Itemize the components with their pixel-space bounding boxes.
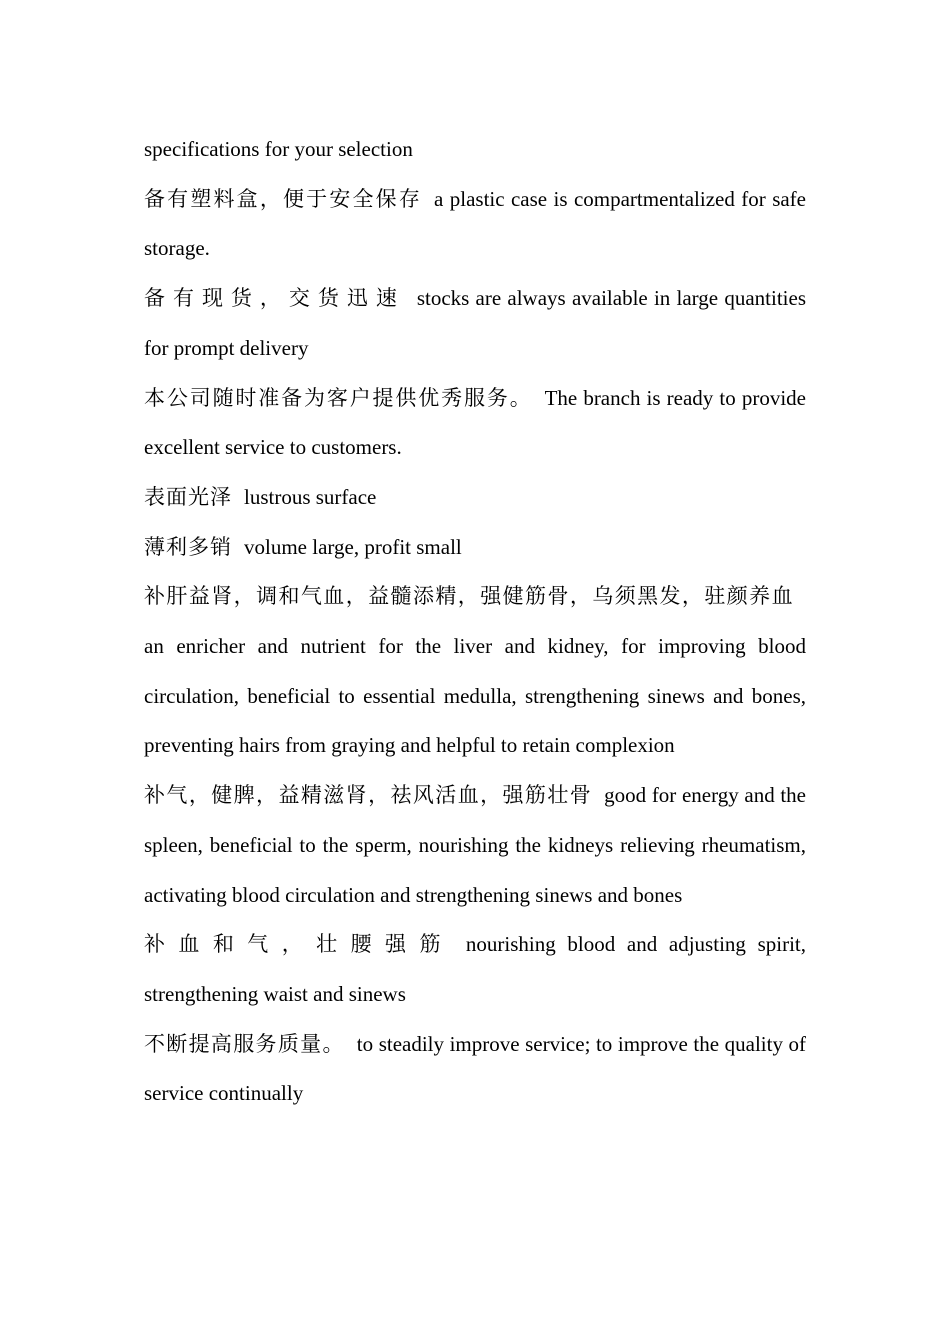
entry-english: volume large, profit small: [244, 534, 462, 559]
entry-chinese: 补血和气，壮腰强筋: [144, 932, 454, 957]
entry-english: an enricher and nutrient for the liver and kidney, for improving blood circulation, beneficial to essential medulla, strengthening sinews and bones, preventing hairs from graying and helpful to retain complexion: [144, 634, 806, 758]
entry-english: specifications for your selection: [144, 137, 413, 161]
entry-english: lustrous surface: [244, 484, 377, 509]
entry-volume-large: [144, 523, 806, 573]
entry-stocks: [144, 274, 806, 373]
entry-english: to steadily improve service; to improve the quality of service continually: [144, 1031, 806, 1106]
entry-english: nourishing blood and adjusting spirit, strengthening waist and sinews: [144, 932, 807, 1006]
entry-chinese: 表面光泽: [144, 484, 232, 509]
entry-nourishing-blood: [144, 920, 806, 1019]
entry-chinese: 薄利多销: [144, 534, 232, 559]
entry-chinese: 不断提高服务质量。: [144, 1031, 345, 1056]
entry-energy-spleen: [144, 771, 806, 920]
entry-chinese: 补气，健脾，益精滋肾，祛风活血，强筋壮骨: [144, 783, 593, 808]
entry-chinese: 补肝益肾，调和气血，益髓添精，强健筋骨，乌须黑发，驻颜养血: [144, 584, 794, 609]
entry-specifications: [144, 125, 806, 175]
entry-chinese: 备有现货，交货迅速: [144, 286, 405, 311]
entry-chinese: 备有塑料盒，便于安全保存: [144, 186, 422, 211]
entry-chinese: 本公司随时准备为客户提供优秀服务。: [144, 385, 533, 410]
entry-english: The branch is ready to provide excellent service to customers.: [144, 385, 806, 460]
entry-plastic-case: [144, 175, 806, 274]
entry-english: good for energy and the spleen, beneficial to the sperm, nourishing the kidneys relieving rheumatism, activating blood circulation and strengthening sinews and bones: [144, 783, 807, 907]
entry-service-ready: [144, 374, 806, 473]
entry-improve-service: [144, 1020, 806, 1119]
entry-lustrous-surface: [144, 473, 806, 523]
document-page: [144, 125, 806, 1119]
entry-liver-kidney: [144, 572, 806, 771]
entry-english: stocks are always available in large quantities for prompt delivery: [144, 286, 806, 360]
entry-english: a plastic case is compartmentalized for safe storage.: [144, 186, 806, 261]
